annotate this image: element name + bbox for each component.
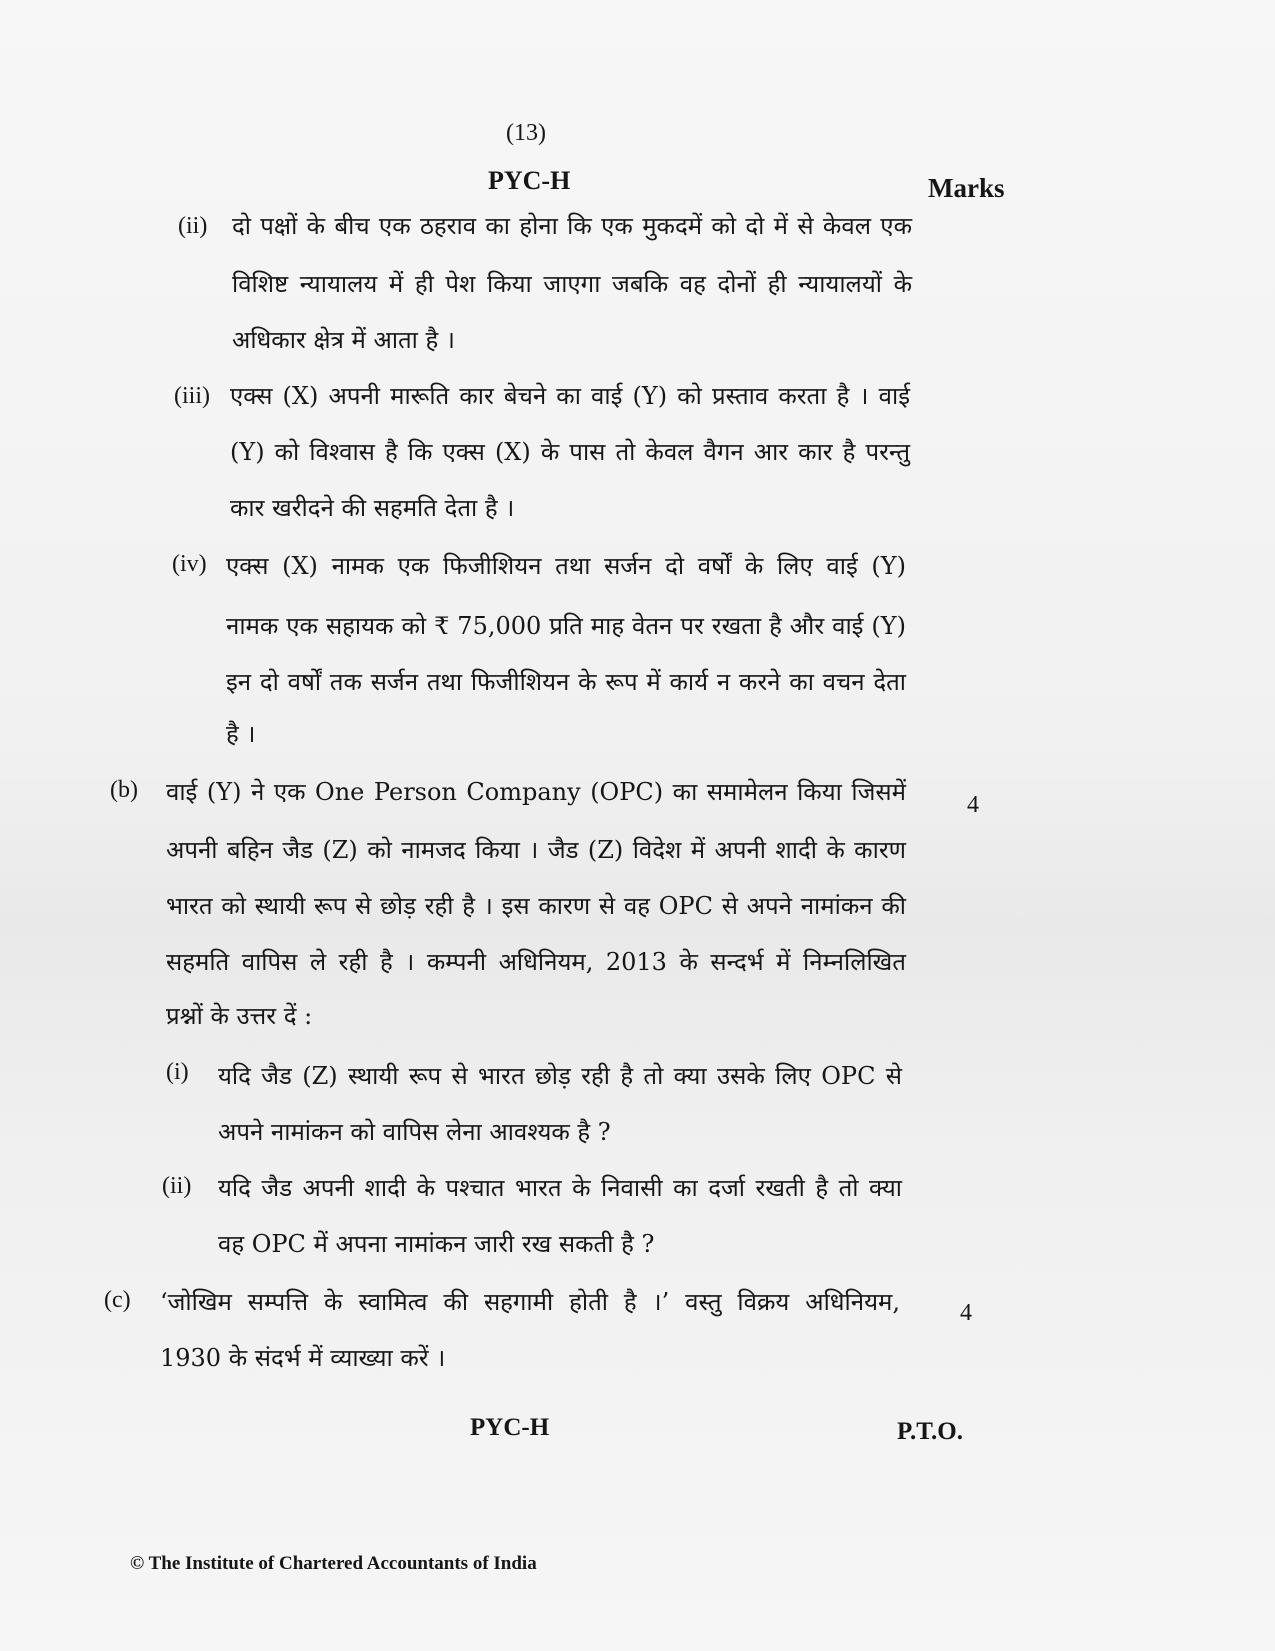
subquestion-label-b-ii: (ii) bbox=[162, 1173, 192, 1199]
subquestion-b-i-line-1: यदि जैड (Z) स्थायी रूप से भारत छोड़ रही है तो क्या उसके लिए OPC से bbox=[218, 1062, 902, 1090]
subquestion-b-ii-line-2: वह OPC में अपना नामांकन जारी रख सकती है ? bbox=[218, 1230, 655, 1258]
copyright-notice: © The Institute of Chartered Accountants of India bbox=[130, 1553, 537, 1574]
question-c-line-2: 1930 के संदर्भ में व्याख्या करें । bbox=[160, 1344, 446, 1372]
question-a-iv-line-1: एक्स (X) नामक एक फिजीशियन तथा सर्जन दो वर्षों के लिए वाई (Y) bbox=[226, 552, 906, 580]
marks-c: 4 bbox=[960, 1300, 972, 1326]
question-a-ii-line-1: दो पक्षों के बीच एक ठहराव का होना कि एक मुकदमें को दो में से केवल एक bbox=[232, 212, 912, 240]
question-b-line-1: वाई (Y) ने एक One Person Company (OPC) का समामेलन किया जिसमें bbox=[166, 778, 906, 806]
paper-code-footer: PYC-H bbox=[470, 1414, 550, 1441]
question-a-ii-line-2: विशिष्ट न्यायालय में ही पेश किया जाएगा जबकि वह दोनों ही न्यायालयों के bbox=[232, 270, 912, 298]
paper-code-header: PYC-H bbox=[488, 166, 571, 195]
question-label-a-iii: (iii) bbox=[174, 383, 210, 409]
question-label-c: (c) bbox=[104, 1287, 131, 1313]
question-b-line-5: प्रश्नों के उत्तर दें : bbox=[166, 1002, 313, 1030]
question-c-line-1: ‘जोखिम सम्पत्ति के स्वामित्व की सहगामी होती है ।’ वस्तु विक्रय अधिनियम, bbox=[160, 1288, 900, 1316]
question-a-iv-line-2: नामक एक सहायक को ₹ 75,000 प्रति माह वेतन पर रखता है और वाई (Y) bbox=[226, 612, 906, 640]
marks-b: 4 bbox=[967, 792, 979, 818]
question-a-iii-line-3: कार खरीदने की सहमति देता है । bbox=[230, 494, 515, 522]
question-label-a-ii: (ii) bbox=[178, 213, 208, 239]
question-b-line-3: भारत को स्थायी रूप से छोड़ रही है । इस कारण से वह OPC से अपने नामांकन की bbox=[166, 892, 906, 920]
pto-label: P.T.O. bbox=[897, 1418, 963, 1445]
marks-label: Marks bbox=[928, 173, 1005, 203]
question-a-iv-line-3: इन दो वर्षों तक सर्जन तथा फिजीशियन के रूप में कार्य न करने का वचन देता bbox=[226, 668, 906, 696]
subquestion-b-ii-line-1: यदि जैड अपनी शादी के पश्चात भारत के निवासी का दर्जा रखती है तो क्या bbox=[218, 1174, 902, 1202]
question-b-line-4: सहमति वापिस ले रही है । कम्पनी अधिनियम, 2013 के सन्दर्भ में निम्नलिखित bbox=[166, 948, 906, 976]
question-a-iii-line-2: (Y) को विश्वास है कि एक्स (X) के पास तो केवल वैगन आर कार है परन्तु bbox=[230, 438, 910, 466]
question-a-ii-line-3: अधिकार क्षेत्र में आता है । bbox=[232, 326, 455, 354]
question-b-line-2: अपनी बहिन जैड (Z) को नामजद किया । जैड (Z) विदेश में अपनी शादी के कारण bbox=[166, 836, 906, 864]
subquestion-b-i-line-2: अपने नामांकन को वापिस लेना आवश्यक है ? bbox=[218, 1118, 611, 1146]
question-label-b: (b) bbox=[110, 777, 138, 803]
page-number: (13) bbox=[506, 120, 546, 146]
question-a-iii-line-1: एक्स (X) अपनी मारूति कार बेचने का वाई (Y) को प्रस्ताव करता है । वाई bbox=[230, 382, 910, 410]
subquestion-label-b-i: (i) bbox=[166, 1059, 189, 1085]
question-a-iv-line-4: है । bbox=[226, 720, 256, 748]
question-label-a-iv: (iv) bbox=[172, 551, 207, 577]
